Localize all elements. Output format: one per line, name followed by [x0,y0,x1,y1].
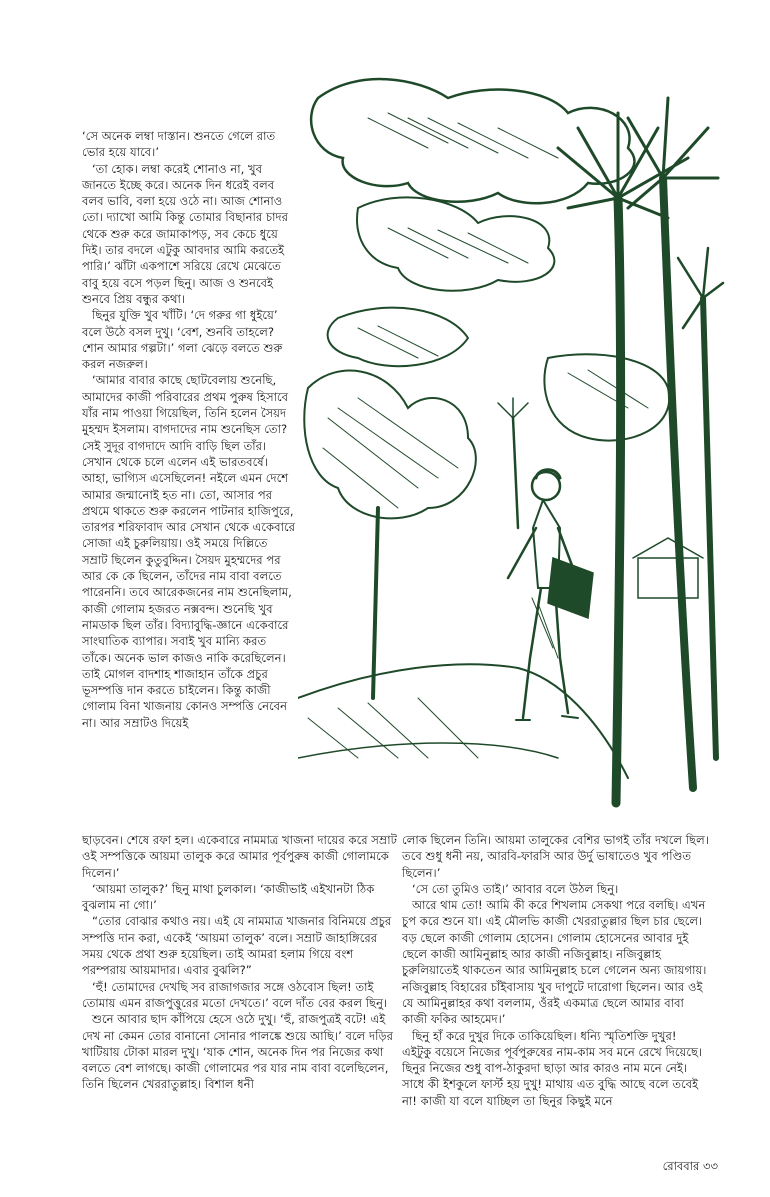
paragraph: ‘তা হোক। লম্বা করেই শোনাও না, খুব জানতে ইচ্ছে করে। অনেক দিন ধরেই বলব বলব ভাবি, বলা হয়ে ওঠে না। আজ শোনাও তো। দ্যাখো আমি কিন্তু তোমার বিছানার চাদর থেকে শুরু করে জামাকাপড়, সব কেচে ধুয়ে দিই। তার বদলে এটুকু আবদার আমি করতেই পারি।’ ঝাঁটা একপাশে সরিয়ে রেখে মেঝেতে বাবু হয়ে বসে পড়ল ছিনু। আজ ও শুনবেই শুনবে প্রিয় বন্ধুর কথা। [82,161,289,306]
paragraph: ‘আমার বাবার কাছে ছোটবেলায় শুনেছি, আমাদের কাজী পরিবারের প্রথম পুরুষ হিসাবে যাঁর নাম পাওয়া গিয়েছিল, তিনি হলেন সৈয়দ মুহম্মদ ইসলাম। বাগদাদের নাম শুনেছিস তো? সেই সুদূর বাগদাদে আদি বাড়ি ছিল তাঁর। সেখান থেকে চলে এলেন এই ভারতবর্ষে। আহা, ভাগ্যিস এসেছিলেন! নইলে এমন দেশে আমার জন্মানোই হত না। তো, আসার পর প্রথমে থাকতে শুরু করলেন পাটনার হাজিপুরে, তারপর শরিফাবাদ আর সেখান থেকে একেবারে সোজা এই চুরুলিয়ায়। ওই সময়ে দিল্লিতে সম্রাট ছিলেন কুতুবুদ্দিন। সৈয়দ মুহম্মদের পর আর কে কে ছিলেন, তাঁদের নাম বাবা বলতে পারেননি। তবে আরেকজনের নাম শুনেছিলাম, কাজী গোলাম হজরত নক্সবন্দ। শুনেছি খুব নামডাক ছিল তাঁর। বিদ্যাবুদ্ধি-জ্ঞানে একেবারে সাংঘাতিক ব্যাপার। সবাই খুব মান্যি করত তাঁকে। অনেক ভাল কাজও নাকি করেছিলেন। তাই মোগল বাদশাহ শাজাহান তাঁকে প্রচুর ভূসম্পত্তি দান করতে চাইলেন। কিন্তু কাজী গোলাম বিনা খাজনায় কোনও সম্পত্তি নেবেন না। আর সম্রাটও দিয়েই [82,373,295,730]
paragraph: ‘আয়মা তালুক?’ ছিনু মাথা চুলকাল। ‘কাজীভাই এইখানটা ঠিক বুঝলাম না গো।’ [82,881,375,913]
paragraph: ছিনুর যুক্তি খুব খাঁটি। ‘দে গরুর গা ধুইয়ে’ বলে উঠে বসল দুখু। ‘বেশ, শুনবি তাহলে? শোন আমার গল্পটা।’ গলা ঝেড়ে বলতে শুরু করল নজরুল। [82,308,283,372]
paragraph: শুনে আবার ছাদ কাঁপিয়ে হেসে ওঠে দুখু। ‘হুঁ, রাজপুত্রই বটে! এই দেখ না কেমন তোর বানানো সোনার পালঙ্কে শুয়ে আছি।’ বলে দড়ির খাটিয়ায় টোকা মারল দুখু। ‘যাক শোন, অনেক দিন পর নিজের কথা বলতে বেশ লাগছে। কাজী গোলামের পর যার নাম বাবা বলেছিলেন, তিনি ছিলেন খেররাতুল্লাহ। বিশাল ধনী [82,1012,394,1092]
paragraph: ছিনু হাঁ করে দুখুর দিকে তাকিয়েছিল। ধন্যি স্মৃতিশক্তি দুখুর! এইটুকু বয়েসে নিজের পূর্বপুরুষের নাম-কাম সব মনে রেখে দিয়েছে। ছিনুর নিজের শুধু বাপ-ঠাকুরদা ছাড়া আর কারও নাম মনে নেই। সাধে কী ইশকুলে ফার্স্ট হয় দুখু! মাথায় এত বুদ্ধি আছে বলে তবেই না! কাজী যা বলে যাচ্ছিল তা ছিনুর কিছুই মনে [402,1028,703,1108]
paragraph: “তোর বোঝার কথাও নয়। এই যে নামমাত্র খাজনার বিনিময়ে প্রচুর সম্পত্তি দান করা, একেই ‘আয়মা তালুক’ বলে। সম্রাট জাহাঙ্গিরের সময় থেকে প্রথা শুরু হয়েছিল। তাই আমরা হলাম গিয়ে বংশ পরম্পরায় আয়মাদার। এবার বুঝলি?” [82,914,392,978]
illustration-boy-walking-under-palm-trees [298,58,728,808]
paragraph: ‘হুঁ! তোমাদের দেখছি সব রাজাগজার সঙ্গে ওঠবোস ছিল! তাই তোমায় এমন রাজপুত্তুরের মতো দেখতে।’ বলে দাঁত বের করল ছিনু। [82,979,388,1010]
paragraph: আরে থাম তো! আমি কী করে শিখলাম সেকথা পরে বলছি। এখন চুপ করে শুনে যা। এই মৌলভি কাজী খেররাতুল্লার ছিল চার ছেলে। বড় ছেলে কাজী গোলাম হোসেন। গোলাম হোসেনের আবার দুই ছেলে কাজী আমিনুল্লাহ আর কাজী নজিবুল্লাহ। নজিবুল্লাহ চুরুলিয়াতেই থাকতেন আর আমিনুল্লাহ চলে গেলেন অন্য জায়গায়। নজিবুল্লাহ বিহারের চাঁইবাসায় খুব দাপুটে দারোগা ছিলেন। আর ওই যে আমিনুল্লাহর কথা বললাম, ওঁরই একমাত্র ছেলে আমার বাবা কাজী ফকির আহমেদ।’ [402,898,707,1027]
page-number: ৩৩ [703,1159,718,1173]
text-column-top-left [82,128,296,731]
paragraph: ছাড়বেন। শেষে রফা হল। একেবারে নামমাত্র খাজনা দায়ের করে সম্রাট ওই সম্পত্তিকে আয়মা তালুক করে আমার পূর্বপুরুষ কাজী গোলামকে দিলেন।’ [82,833,397,880]
page-footer [663,1158,718,1177]
paragraph: লোক ছিলেন তিনি। আয়মা তালুকের বেশির ভাগই তাঁর দখলে ছিল। তবে শুধু ধনী নয়, আরবি-ফারসি আর উর্দু ভাষাতেও খুব পণ্ডিত ছিলেন।’ [402,833,709,880]
text-column-bottom-left [82,832,400,1093]
paragraph: ‘সে অনেক লম্বা দাস্তান। শুনতে গেলে রাত ভোর হয়ে যাবে।’ [82,129,276,160]
magazine-name: রোববার [662,1159,700,1173]
paragraph: ‘সে তো তুমিও তাই।’ আবার বলে উঠল ছিনু। [412,881,619,896]
text-column-bottom-right [402,832,709,1109]
